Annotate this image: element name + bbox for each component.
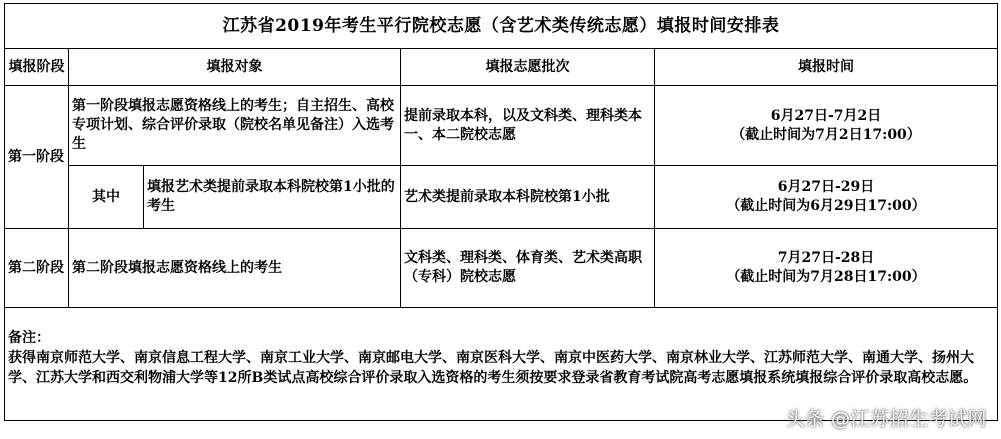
stage-one-target: 第一阶段填报志愿资格线上的考生；自主招生、高校专项计划、综合评价录取（院校名单见备注）入选考生 xyxy=(69,86,401,166)
stage-one-time xyxy=(655,86,998,166)
stage-one-time-range: 6月27日-7月2日 xyxy=(770,107,882,124)
header-row xyxy=(5,49,998,86)
art-time xyxy=(655,166,998,229)
stage-two-target: 第二阶段填报志愿资格线上的考生 xyxy=(69,229,401,308)
table-title: 江苏省2019年考生平行院校志愿（含艺术类传统志愿）填报时间安排表 xyxy=(5,4,998,49)
schedule-table xyxy=(4,3,998,421)
art-target: 填报艺术类提前录取本科院校第1小批的考生 xyxy=(144,166,401,229)
table-row xyxy=(5,86,998,166)
header-time: 填报时间 xyxy=(655,49,998,86)
note-text: 获得南京师范大学、南京信息工程大学、南京工业大学、南京邮电大学、南京医科大学、南京中医药大学、南京林业大学、江苏师范大学、南通大学、扬州大学、江苏大学和西交利物浦大学等12所B类试点高校综合评价录取入选资格的考生须按要求登录省教育考试院高考志愿填报系统填报综合评价录取高校志愿。 xyxy=(8,350,978,386)
header-batch: 填报志愿批次 xyxy=(401,49,655,86)
stage-two-time-range: 7月27日-28日 xyxy=(777,250,875,266)
art-deadline: （截止时间为6月29日17:00） xyxy=(726,198,926,214)
stage-one-batch: 提前录取本科，以及文科类、理科类本一、本二院校志愿 xyxy=(401,86,655,166)
stage-two-deadline: （截止时间为7月28日17:00） xyxy=(726,269,926,285)
art-time-range: 6月27日-29日 xyxy=(777,179,875,195)
stage-two-time xyxy=(655,229,998,308)
header-stage: 填报阶段 xyxy=(5,49,69,86)
sub-label-cell: 其中 xyxy=(69,166,144,229)
watermark: 头条 @江苏招生考试网 xyxy=(785,408,987,430)
table-row xyxy=(5,166,998,229)
stage-two-batch: 文科类、理科类、体育类、艺术类高职（专科）院校志愿 xyxy=(401,229,655,308)
note-label: 备注： xyxy=(8,330,50,346)
stage-one-deadline: （截止时间为7月2日17:00） xyxy=(731,126,921,143)
table-row xyxy=(5,229,998,308)
stage-two-cell: 第二阶段 xyxy=(5,229,69,308)
art-batch: 艺术类提前录取本科院校第1小批 xyxy=(401,166,655,229)
stage-one-cell: 第一阶段 xyxy=(5,86,69,229)
header-target: 填报对象 xyxy=(69,49,401,86)
schedule-document xyxy=(4,3,997,436)
